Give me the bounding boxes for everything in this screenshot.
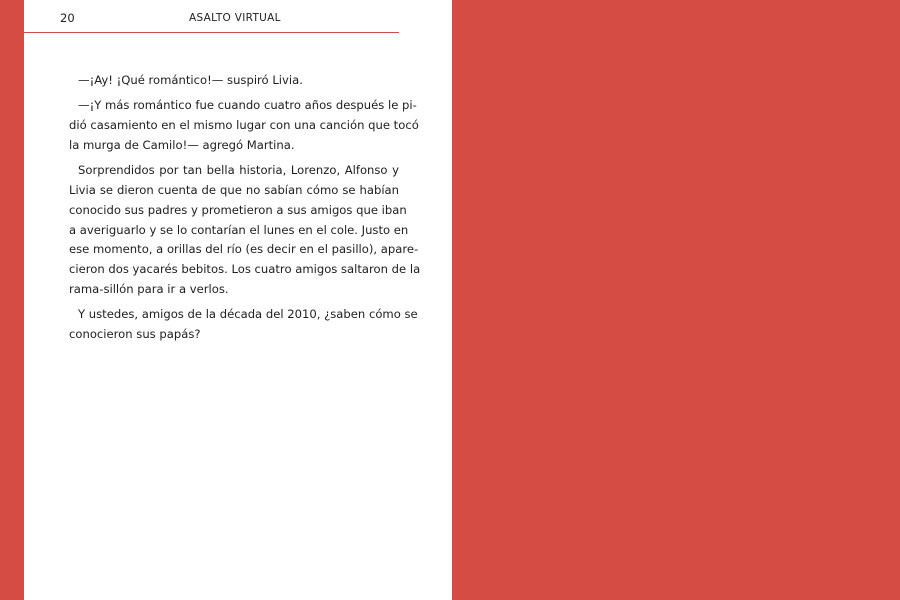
- text-line: conocido sus padres y prometieron a sus amigos que iban: [69, 202, 407, 217]
- text-line: Sorprendidos por tan bella historia, Lorenzo, Alfonso y: [78, 163, 399, 178]
- left-page: [24, 0, 452, 600]
- text-line: cieron dos yacarés bebitos. Los cuatro amigos saltaron de la: [69, 262, 421, 277]
- text-line: —¡Ay! ¡Qué romántico!— suspiró Livia.: [78, 73, 303, 87]
- book-title: ASALTO VIRTUAL: [189, 12, 281, 24]
- text-line: a averiguarlo y se lo contarían el lunes en el cole. Justo en: [69, 222, 409, 237]
- paragraph-4: [60, 305, 418, 345]
- text-line: Y ustedes, amigos de la década del 2010, ¿saben cómo se: [78, 307, 418, 322]
- body-text: [60, 71, 421, 350]
- text-line: conocieron sus papás?: [69, 327, 201, 342]
- right-page-blank: [452, 0, 900, 600]
- paragraph-3: [60, 161, 421, 300]
- text-line: rama-sillón para ir a verlos.: [69, 281, 229, 296]
- paragraph-1: [60, 71, 399, 91]
- paragraph-2: [60, 96, 419, 155]
- text-line: la murga de Camilo!— agregó Martina.: [69, 137, 295, 152]
- text-line: ese momento, a orillas del río (es decir en el pasillo), apare-: [69, 242, 419, 257]
- text-line: Livia se dieron cuenta de que no sabían cómo se habían: [69, 182, 399, 197]
- running-header: [24, 0, 399, 33]
- page-number: 20: [60, 11, 75, 25]
- text-line: —¡Y más romántico fue cuando cuatro años después le pi-: [78, 98, 417, 113]
- text-line: dió casamiento en el mismo lugar con una canción que tocó: [69, 118, 419, 133]
